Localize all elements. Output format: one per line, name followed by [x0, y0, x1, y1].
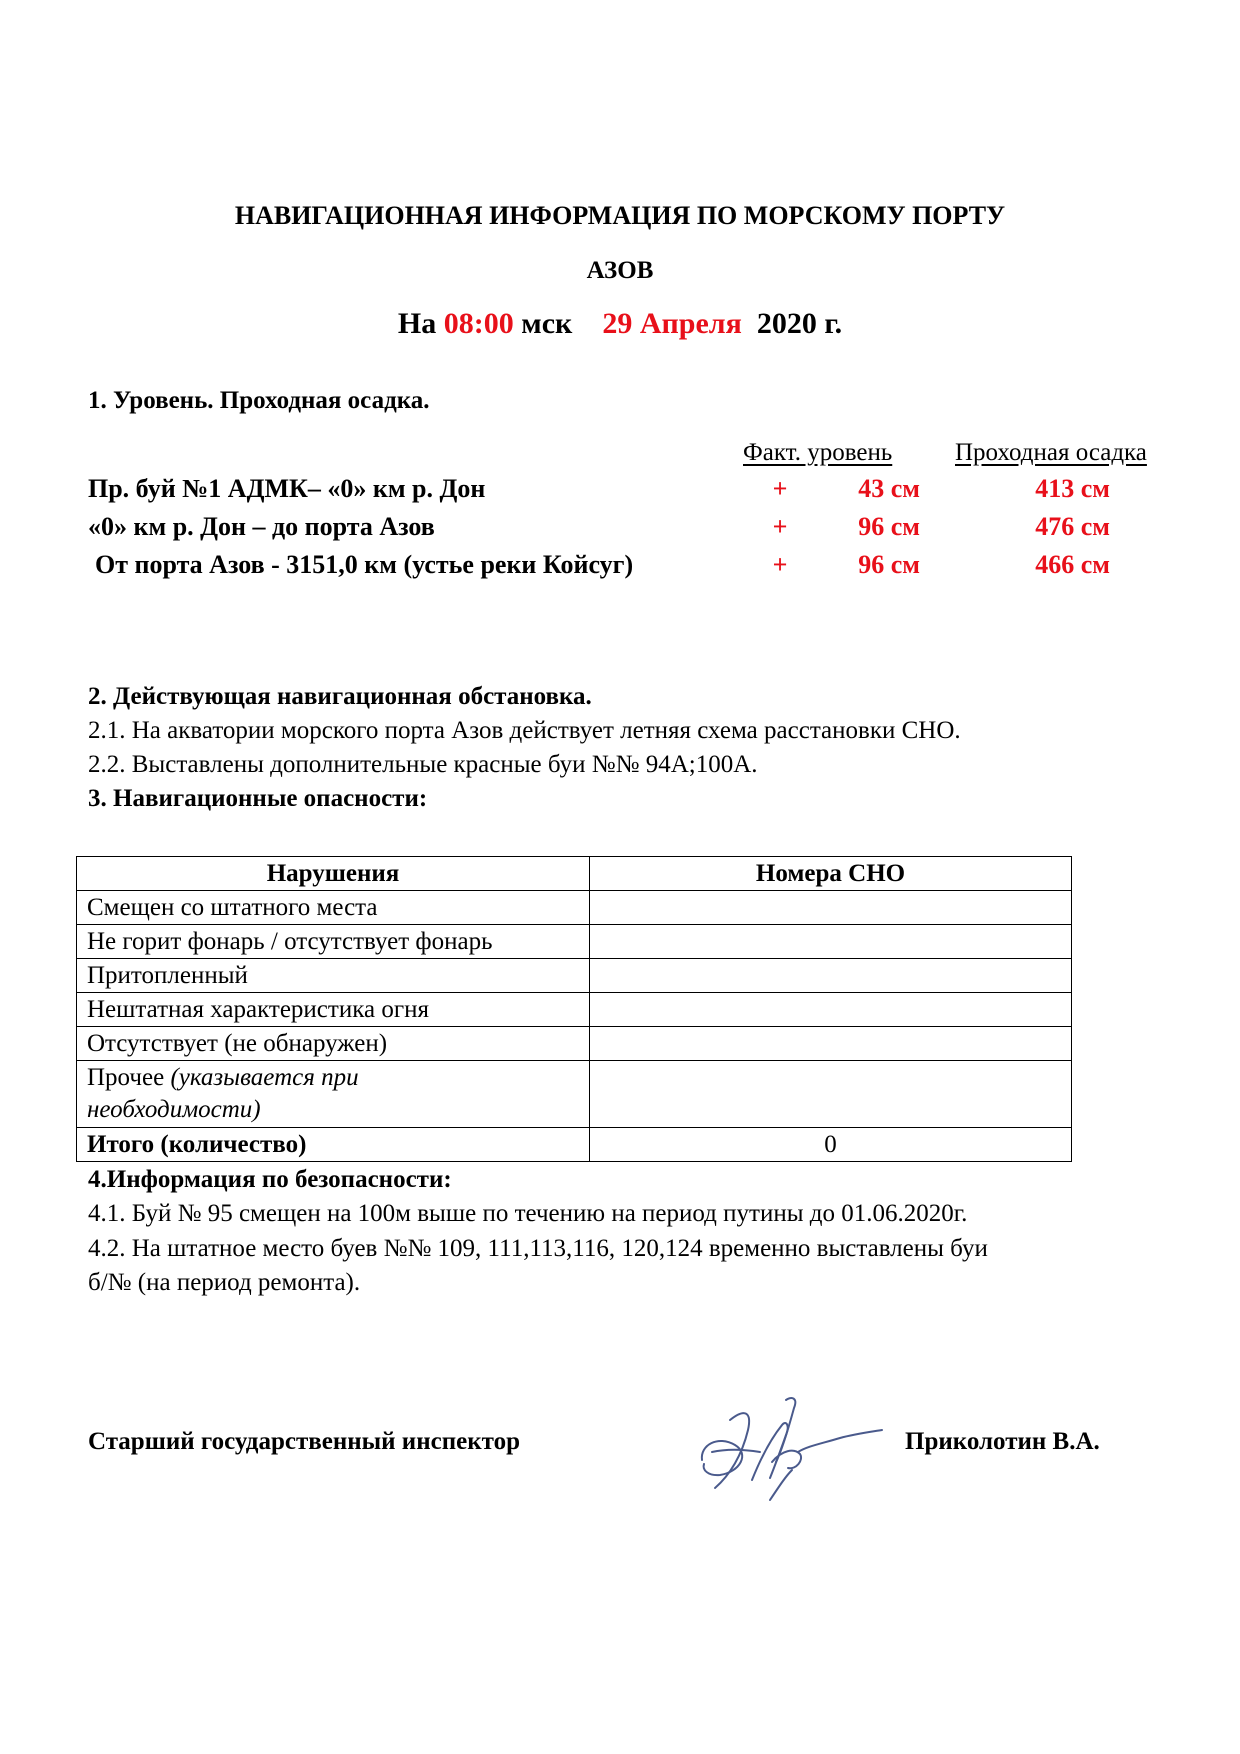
other-label: Прочее: [87, 1064, 165, 1091]
time-zone: мск: [521, 307, 573, 340]
level-sign: +: [772, 474, 788, 503]
table-row: [77, 959, 1072, 993]
date-prefix: На: [397, 307, 437, 340]
violation-label: Отсутствует (не обнаружен): [77, 1027, 590, 1061]
table-total-row: [77, 1128, 1072, 1162]
violation-label: Смещен со штатного места: [77, 891, 590, 925]
level-row-label: Пр. буй №1 АДМК– «0» км р. Дон: [88, 474, 486, 503]
other-note-2: необходимости): [87, 1096, 261, 1123]
table-row: [77, 993, 1072, 1027]
section3-heading: 3. Навигационные опасности:: [88, 785, 428, 812]
section2-paragraph-2: 2.2. Выставлены дополнительные красные буи №№ 94А;100А.: [88, 751, 758, 778]
section2-heading: 2. Действующая навигационная обстановка.: [88, 683, 592, 710]
buoy-numbers-cell: [590, 959, 1072, 993]
col-fact-level: Факт. уровень: [743, 439, 893, 466]
violation-label: Нештатная характеристика огня: [77, 993, 590, 1027]
level-value: 96 см: [858, 512, 920, 541]
report-year: 2020 г.: [756, 307, 843, 340]
signature-image: [690, 1390, 885, 1505]
table-header-violations: Нарушения: [77, 857, 590, 891]
draft-value: 413 см: [1035, 474, 1110, 503]
buoy-numbers-cell: [590, 891, 1072, 925]
level-sign: +: [772, 550, 788, 579]
report-date: 29 Апреля: [602, 307, 742, 340]
col-draft: Проходная осадка: [955, 439, 1147, 466]
buoy-numbers-cell: [590, 1027, 1072, 1061]
table-row: [77, 925, 1072, 959]
level-value: 96 см: [858, 550, 920, 579]
table-row: [77, 1027, 1072, 1061]
violation-other-label: [77, 1061, 590, 1128]
level-row-label: От порта Азов - 3151,0 км (устье реки Койсуг): [95, 550, 634, 579]
date-line: [0, 307, 1240, 341]
level-sign: +: [772, 512, 788, 541]
section4-paragraph-1: 4.1. Буй № 95 смещен на 100м выше по течению на период путины до 01.06.2020г.: [88, 1200, 968, 1227]
section2-paragraph-1: 2.1. На акватории морского порта Азов действует летняя схема расстановки СНО.: [88, 717, 961, 744]
section1-heading: 1. Уровень. Проходная осадка.: [88, 387, 430, 414]
document-title: НАВИГАЦИОННАЯ ИНФОРМАЦИЯ ПО МОРСКОМУ ПОРТУ: [234, 201, 1006, 230]
other-note-1: (указывается при: [170, 1064, 359, 1091]
total-label: Итого (количество): [77, 1128, 590, 1162]
inspector-position: Старший государственный инспектор: [88, 1428, 520, 1455]
buoy-numbers-cell: [590, 925, 1072, 959]
table-header-row: [77, 857, 1072, 891]
violations-table: [76, 856, 1072, 1162]
level-value: 43 см: [858, 474, 920, 503]
section4-paragraph-2a: 4.2. На штатное место буев №№ 109, 111,113,116, 120,124 временно выставлены буи: [88, 1235, 988, 1262]
violation-label: Не горит фонарь / отсутствует фонарь: [77, 925, 590, 959]
total-value: 0: [590, 1128, 1072, 1162]
buoy-numbers-cell: [590, 1061, 1072, 1128]
table-row: [77, 891, 1072, 925]
inspector-name: Приколотин В.А.: [905, 1428, 1100, 1455]
level-row-label: «0» км р. Дон – до порта Азов: [88, 512, 435, 541]
buoy-numbers-cell: [590, 993, 1072, 1027]
table-row-other: [77, 1061, 1072, 1128]
section4-paragraph-2b: б/№ (на период ремонта).: [88, 1269, 361, 1296]
violation-label: Притопленный: [77, 959, 590, 993]
section4-heading: 4.Информация по безопасности:: [88, 1166, 452, 1193]
draft-value: 476 см: [1035, 512, 1110, 541]
report-time: 08:00: [443, 307, 514, 340]
draft-value: 466 см: [1035, 550, 1110, 579]
port-name: АЗОВ: [586, 257, 654, 284]
table-header-buoy-numbers: Номера СНО: [590, 857, 1072, 891]
